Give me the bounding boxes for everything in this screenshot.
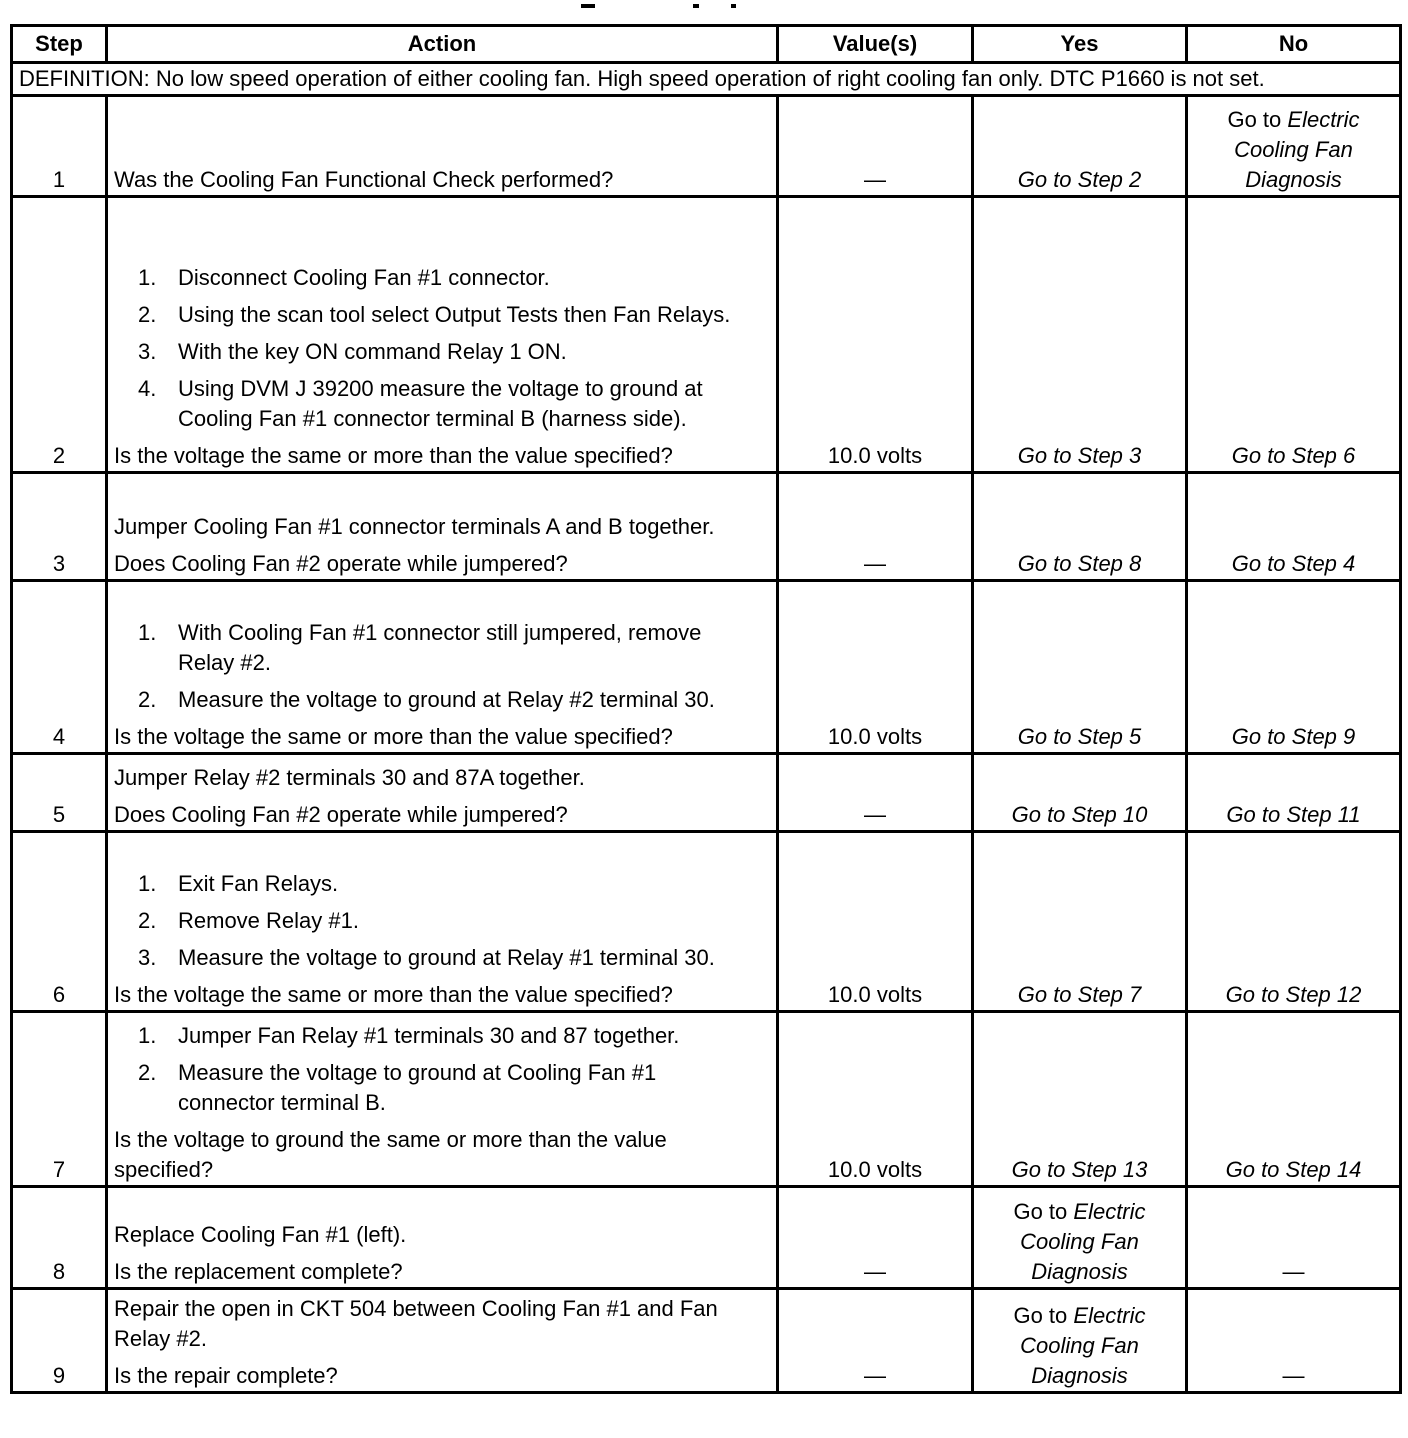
step-number: 5: [12, 754, 107, 832]
yes-cell: [973, 754, 1187, 832]
substep: [114, 337, 770, 367]
value-cell: 10.0 volts: [778, 581, 973, 754]
table-row: [12, 754, 1401, 832]
action-cell: [107, 197, 778, 473]
header-step: Step: [12, 26, 107, 63]
yes-prefix: Go to: [1013, 1303, 1074, 1328]
substep-number: 1.: [138, 620, 157, 645]
action-cell: [107, 1187, 778, 1289]
no-cell: [1187, 832, 1401, 1012]
action-question: Does Cooling Fan #2 operate while jumpered?: [114, 802, 568, 827]
header-values: Value(s): [778, 26, 973, 63]
yes-link[interactable]: Go to Step 3: [1017, 443, 1142, 468]
substep-number: 1.: [138, 871, 157, 896]
diagnostic-table: [10, 24, 1402, 1394]
no-cell: [1187, 96, 1401, 197]
substep-text: Using the scan tool select Output Tests then Fan Relays.: [178, 302, 731, 327]
no-link[interactable]: Go to Step 11: [1226, 802, 1361, 827]
action-cell: [107, 96, 778, 197]
table-row: [12, 1187, 1401, 1289]
substep-number: 1.: [138, 1023, 157, 1048]
action-cell: [107, 832, 778, 1012]
action-question: Is the repair complete?: [114, 1363, 338, 1388]
yes-cell: [973, 832, 1187, 1012]
action-cell: [107, 581, 778, 754]
substep: [114, 263, 770, 293]
substep-text: Disconnect Cooling Fan #1 connector.: [178, 265, 550, 290]
yes-link[interactable]: Go to Step 10: [1011, 802, 1148, 827]
step-number: 2: [12, 197, 107, 473]
substep: [114, 1058, 770, 1118]
scan-marks: [575, 4, 745, 14]
step-number: 3: [12, 473, 107, 581]
action-cell: [107, 1012, 778, 1187]
header-no: No: [1187, 26, 1401, 63]
action-question: Is the voltage the same or more than the value specified?: [114, 443, 673, 468]
no-cell: —: [1187, 1289, 1401, 1393]
yes-link[interactable]: Go to Step 5: [1017, 724, 1142, 749]
value-cell: —: [778, 96, 973, 197]
action-question: Is the voltage the same or more than the value specified?: [114, 982, 673, 1007]
action-text: Jumper Cooling Fan #1 connector terminals A and B together.: [114, 514, 715, 539]
yes-cell: [973, 1012, 1187, 1187]
substep-number: 3.: [138, 339, 157, 364]
substep-list: [114, 263, 770, 434]
yes-prefix: Go to: [1013, 1199, 1074, 1224]
substep-number: 2.: [138, 302, 157, 327]
yes-cell: [973, 473, 1187, 581]
no-cell: [1187, 473, 1401, 581]
substep-text: Remove Relay #1.: [178, 908, 359, 933]
definition-text: DEFINITION: No low speed operation of either cooling fan. High speed operation of right cooling fan only. DTC P1660 is not set.: [12, 63, 1401, 96]
step-number: 1: [12, 96, 107, 197]
substep-number: 2.: [138, 1060, 157, 1085]
substep: [114, 374, 770, 434]
substep-number: 3.: [138, 945, 157, 970]
yes-cell: [973, 581, 1187, 754]
value-cell: 10.0 volts: [778, 1012, 973, 1187]
action-text: Replace Cooling Fan #1 (left).: [114, 1222, 407, 1247]
action-question: Does Cooling Fan #2 operate while jumpered?: [114, 551, 568, 576]
table-row: [12, 197, 1401, 473]
substep: [114, 943, 770, 973]
substep-number: 2.: [138, 908, 157, 933]
action-text: Jumper Relay #2 terminals 30 and 87A together.: [114, 765, 585, 790]
substep-text: Measure the voltage to ground at Relay #1 terminal 30.: [178, 945, 715, 970]
yes-link[interactable]: Go to Step 13: [1011, 1157, 1148, 1182]
header-action: Action: [107, 26, 778, 63]
table-row: [12, 581, 1401, 754]
definition-row: [12, 63, 1401, 96]
table-row: [12, 473, 1401, 581]
value-cell: 10.0 volts: [778, 197, 973, 473]
substep-text: Jumper Fan Relay #1 terminals 30 and 87 together.: [178, 1023, 680, 1048]
yes-cell: [973, 1289, 1187, 1393]
no-link[interactable]: Electric Cooling Fan Diagnosis: [1234, 107, 1360, 192]
value-cell: —: [778, 1187, 973, 1289]
table-row: [12, 96, 1401, 197]
action-cell: [107, 754, 778, 832]
value-cell: —: [778, 754, 973, 832]
no-cell: [1187, 1012, 1401, 1187]
yes-link[interactable]: Go to Step 8: [1017, 551, 1142, 576]
no-link[interactable]: Go to Step 9: [1231, 724, 1356, 749]
action-cell: [107, 1289, 778, 1393]
substep: [114, 906, 770, 936]
table-row: [12, 1012, 1401, 1187]
yes-link[interactable]: Electric Cooling Fan Diagnosis: [1020, 1199, 1146, 1284]
substep-number: 1.: [138, 265, 157, 290]
action-question: Is the voltage to ground the same or more than the value specified?: [114, 1127, 667, 1182]
substep-number: 2.: [138, 687, 157, 712]
no-link[interactable]: Go to Step 12: [1225, 982, 1362, 1007]
no-prefix: Go to: [1227, 107, 1288, 132]
yes-cell: [973, 96, 1187, 197]
step-number: 6: [12, 832, 107, 1012]
action-question: Is the voltage the same or more than the value specified?: [114, 724, 673, 749]
step-number: 7: [12, 1012, 107, 1187]
step-number: 9: [12, 1289, 107, 1393]
substep-list: [114, 869, 770, 973]
step-number: 4: [12, 581, 107, 754]
substep: [114, 618, 770, 678]
substep-list: [114, 1021, 770, 1118]
action-question: Is the replacement complete?: [114, 1259, 403, 1284]
substep: [114, 685, 770, 715]
header-row: [12, 26, 1401, 63]
substep-text: Using DVM J 39200 measure the voltage to ground at Cooling Fan #1 connector terminal B (harness side).: [178, 376, 703, 431]
substep: [114, 300, 770, 330]
substep: [114, 869, 770, 899]
action-question: Was the Cooling Fan Functional Check performed?: [114, 167, 614, 192]
value-cell: —: [778, 473, 973, 581]
value-cell: 10.0 volts: [778, 832, 973, 1012]
no-link[interactable]: Go to Step 6: [1231, 443, 1356, 468]
substep-list: [114, 618, 770, 715]
substep-number: 4.: [138, 376, 157, 401]
value-cell: —: [778, 1289, 973, 1393]
step-number: 8: [12, 1187, 107, 1289]
action-cell: [107, 473, 778, 581]
action-text: Repair the open in CKT 504 between Cooling Fan #1 and Fan Relay #2.: [114, 1296, 718, 1351]
no-cell: [1187, 754, 1401, 832]
no-link[interactable]: Go to Step 14: [1225, 1157, 1362, 1182]
substep-text: Measure the voltage to ground at Cooling Fan #1 connector terminal B.: [178, 1060, 657, 1115]
yes-link[interactable]: Go to Step 2: [1017, 167, 1142, 192]
yes-cell: [973, 197, 1187, 473]
yes-link[interactable]: Electric Cooling Fan Diagnosis: [1020, 1303, 1146, 1388]
no-link[interactable]: Go to Step 4: [1231, 551, 1356, 576]
header-yes: Yes: [973, 26, 1187, 63]
yes-cell: [973, 1187, 1187, 1289]
yes-link[interactable]: Go to Step 7: [1017, 982, 1142, 1007]
substep-text: Measure the voltage to ground at Relay #2 terminal 30.: [178, 687, 715, 712]
no-cell: —: [1187, 1187, 1401, 1289]
table-row: [12, 1289, 1401, 1393]
substep-text: With Cooling Fan #1 connector still jumpered, remove Relay #2.: [178, 620, 702, 675]
substep-text: With the key ON command Relay 1 ON.: [178, 339, 567, 364]
substep: [114, 1021, 770, 1051]
no-cell: [1187, 197, 1401, 473]
substep-text: Exit Fan Relays.: [178, 871, 339, 896]
no-cell: [1187, 581, 1401, 754]
table-row: [12, 832, 1401, 1012]
